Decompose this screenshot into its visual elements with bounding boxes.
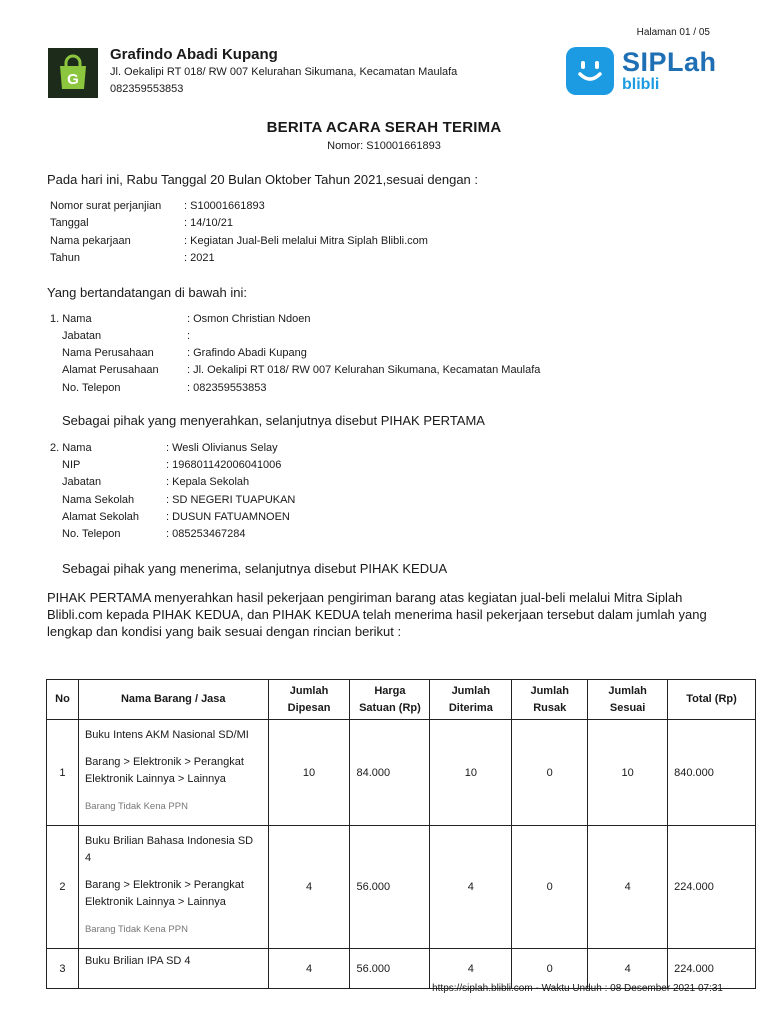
cell-damaged: 0 — [512, 720, 588, 826]
item-tax-note: Barang Tidak Kena PPN — [84, 801, 188, 812]
table-header-row — [47, 680, 756, 720]
smile-icon — [566, 47, 614, 95]
cell-match: 10 — [588, 720, 668, 826]
cell-no: 1 — [47, 720, 79, 826]
agreement-label: Tahun — [50, 252, 80, 264]
cell-item — [78, 949, 268, 989]
cell-no: 3 — [47, 949, 79, 989]
cell-price: 84.000 — [350, 720, 430, 826]
download-footer: https://siplah.blibli.com - Waktu Unduh : 08 Desember 2021 07:31 — [432, 983, 723, 994]
header-line: Jumlah — [451, 684, 491, 697]
col-header-damaged — [512, 680, 588, 720]
header-line: Harga — [374, 684, 406, 697]
col-header-match — [588, 680, 668, 720]
cell-price: 56.000 — [350, 949, 430, 989]
cell-match: 4 — [588, 826, 668, 949]
cell-total: 840.000 — [668, 720, 756, 826]
cell-damaged: 0 — [512, 949, 588, 989]
agreement-value: : S10001661893 — [184, 200, 265, 212]
header-line: Jumlah — [608, 684, 647, 697]
company-address: Jl. Oekalipi RT 018/ RW 007 Kelurahan Sikumana, Kecamatan Maulafa — [110, 66, 458, 78]
col-header-price — [350, 680, 430, 720]
party1-label: Nama Perusahaan — [62, 347, 154, 359]
col-header-no: No — [47, 680, 79, 720]
cell-item — [78, 826, 268, 949]
svg-text:G: G — [67, 71, 79, 88]
cell-total: 224.000 — [668, 826, 756, 949]
col-header-name: Nama Barang / Jasa — [78, 680, 268, 720]
header-line: Sesuai — [609, 701, 646, 714]
party1-value: : Jl. Oekalipi RT 018/ RW 007 Kelurahan Sikumana, Kecamatan Maulafa — [187, 364, 541, 376]
document-number: Nomor: S10001661893 — [327, 140, 441, 152]
items-table — [46, 679, 756, 989]
header-line: Dipesan — [287, 701, 331, 714]
document-title: BERITA ACARA SERAH TERIMA — [266, 119, 502, 136]
agreement-value: : 2021 — [184, 252, 215, 264]
table-row — [47, 720, 756, 826]
party2-value: : 085253467284 — [166, 528, 246, 540]
agreement-label: Nama pekarjaan — [50, 235, 131, 247]
agreement-value: : 14/10/21 — [184, 217, 233, 229]
cell-received: 4 — [430, 949, 512, 989]
party1-value: : Grafindo Abadi Kupang — [187, 347, 307, 359]
party1-role: Sebagai pihak yang menyerahkan, selanjutnya disebut PIHAK PERTAMA — [62, 413, 485, 428]
agreement-label: Tanggal — [50, 217, 89, 229]
signers-intro: Yang bertandatangan di bawah ini: — [47, 285, 247, 300]
cell-no: 2 — [47, 826, 79, 949]
page-number: Halaman 01 / 05 — [636, 27, 710, 38]
intro-text: Pada hari ini, Rabu Tanggal 20 Bulan Oktober Tahun 2021,sesuai dengan : — [47, 172, 479, 187]
party1-label: Jabatan — [62, 330, 102, 342]
cell-match: 4 — [588, 949, 668, 989]
cell-damaged: 0 — [512, 826, 588, 949]
party1-value: : 082359553853 — [187, 382, 267, 394]
party1-value: : — [187, 330, 191, 342]
header-line: Satuan (Rp) — [359, 701, 421, 714]
party2-value: : 196801142006041006 — [166, 459, 282, 471]
item-tax-note: Barang Tidak Kena PPN — [84, 924, 188, 935]
col-header-total: Total (Rp) — [668, 680, 756, 720]
company-logo — [48, 48, 98, 98]
party2-label: 2. Nama — [50, 442, 92, 454]
party2-label: NIP — [62, 459, 81, 471]
party1-value: : Osmon Christian Ndoen — [187, 313, 311, 325]
company-name: Grafindo Abadi Kupang — [110, 46, 278, 63]
cell-received: 4 — [430, 826, 512, 949]
party2-value: : DUSUN FATUAMNOEN — [166, 511, 290, 523]
party2-value: : Wesli Olivianus Selay — [166, 442, 278, 454]
col-header-ordered — [268, 680, 350, 720]
party2-label: Jabatan — [62, 476, 102, 488]
cell-ordered: 4 — [268, 826, 350, 949]
item-category: Barang > Elektronik > Perangkat Elektronik Lainnya > Lainnya — [84, 756, 244, 785]
handover-statement: PIHAK PERTAMA menyerahkan hasil pekerjaan pengiriman barang atas kegiatan jual-beli melalui Mitra Siplah Blibli.com kepada PIHAK KEDUA, dan PIHAK KEDUA telah menerima hasil pekerjaan tersebut dalam jumlah yang lengkap dan kondisi yang baik sesuai dengan rincian berikut : — [47, 590, 707, 639]
cell-total: 224.000 — [668, 949, 756, 989]
shopping-bag-icon — [53, 53, 93, 93]
header-line: Diterima — [448, 701, 493, 714]
item-name: Buku Brilian Bahasa Indonesia SD 4 — [84, 835, 254, 864]
company-phone: 082359553853 — [110, 83, 184, 95]
brand-name: SIPLah — [622, 47, 717, 77]
cell-received: 10 — [430, 720, 512, 826]
item-category: Barang > Elektronik > Perangkat Elektronik Lainnya > Lainnya — [84, 879, 244, 908]
party2-role: Sebagai pihak yang menerima, selanjutnya disebut PIHAK KEDUA — [62, 561, 448, 576]
party2-label: No. Telepon — [62, 528, 121, 540]
header-line: Jumlah — [289, 684, 329, 697]
party1-label: 1. Nama — [50, 313, 92, 325]
party2-value: : SD NEGERI TUAPUKAN — [166, 494, 296, 506]
party1-label: Alamat Perusahaan — [62, 364, 159, 376]
table-row — [47, 826, 756, 949]
cell-price: 56.000 — [350, 826, 430, 949]
cell-item — [78, 720, 268, 826]
header-line: Rusak — [533, 701, 567, 714]
agreement-value: : Kegiatan Jual-Beli melalui Mitra Siplah Blibli.com — [184, 235, 428, 247]
party2-value: : Kepala Sekolah — [166, 476, 250, 488]
header-line: Jumlah — [530, 684, 569, 697]
item-name: Buku Brilian IPA SD 4 — [84, 955, 191, 967]
col-header-received — [430, 680, 512, 720]
agreement-label: Nomor surat perjanjian — [50, 200, 162, 212]
item-name: Buku Intens AKM Nasional SD/MI — [84, 729, 249, 741]
cell-ordered: 10 — [268, 720, 350, 826]
siplah-logo — [566, 47, 717, 95]
cell-ordered: 4 — [268, 949, 350, 989]
party1-label: No. Telepon — [62, 382, 121, 394]
brand-sub: blibli — [622, 76, 660, 93]
party2-label: Alamat Sekolah — [62, 511, 140, 523]
party2-label: Nama Sekolah — [62, 494, 135, 506]
